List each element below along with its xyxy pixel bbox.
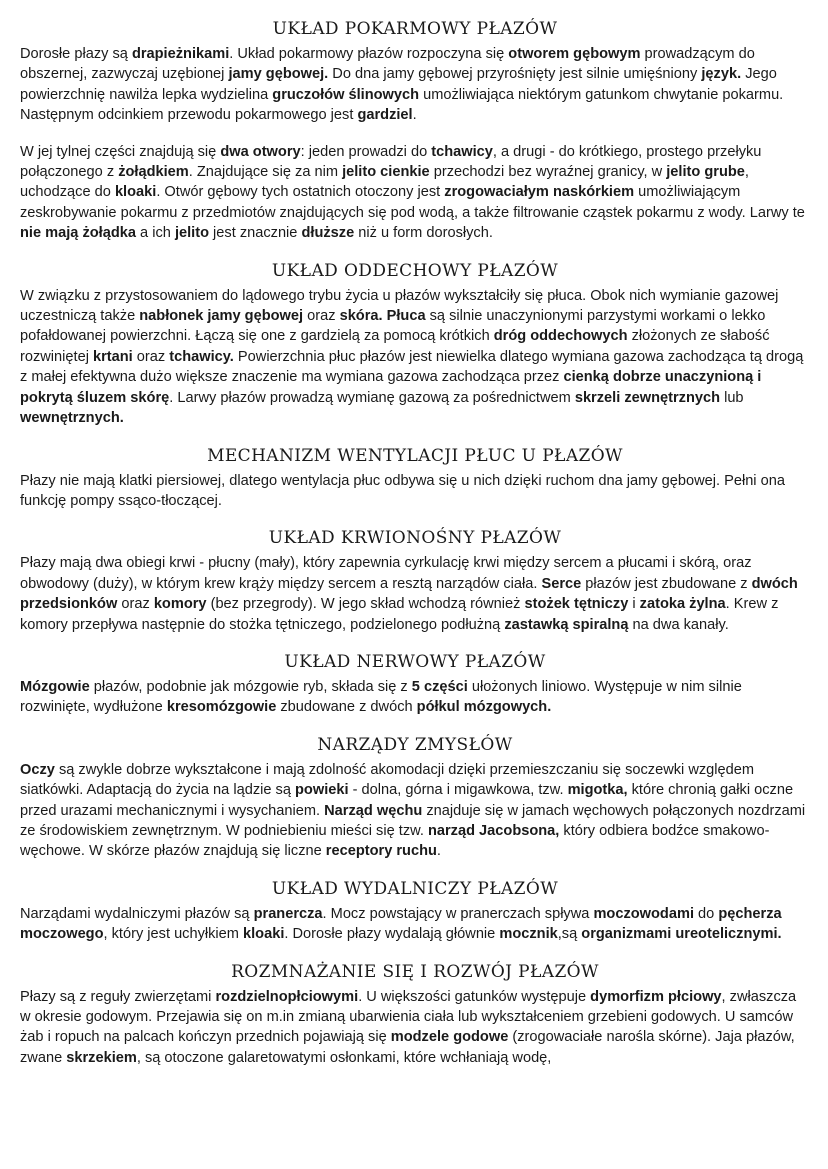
- bold-term: półkul mózgowych.: [416, 699, 552, 716]
- text-run: . Larwy płazów prowadzą wymianę gazową za pośrednictwem: [169, 389, 575, 406]
- paragraph: [20, 904, 810, 945]
- bold-term: dróg oddechowych: [493, 328, 628, 345]
- section-uklad-wydalniczy-plazow: [20, 878, 810, 945]
- text-run: W związku z przystosowaniem do lądowego trybu życia u płazów wykształciły się płuca. Obok nich wymianie gazowej uczestniczą także: [20, 287, 779, 325]
- text-run: . Krew z komory przepływa następnie do stożka tętniczego, podzielonego podłużną: [20, 596, 779, 633]
- bold-term: tchawicy: [431, 143, 493, 160]
- text-run: przechodzi bez wyraźnej granicy, w: [429, 164, 667, 181]
- text-run: a ich: [136, 225, 175, 242]
- section-heading: MECHANIZM WENTYLACJI PŁUC U PŁAZÓW: [207, 445, 623, 466]
- text-run: do: [694, 905, 719, 922]
- text-run: (bez przegrody). W jego skład wchodzą również: [206, 596, 525, 613]
- text-run: Dorosłe płazy są: [20, 46, 132, 62]
- bold-term: skóra.: [339, 308, 383, 325]
- section-heading: ROZMNAŻANIE SIĘ I ROZWÓJ PŁAZÓW: [231, 961, 599, 982]
- text-run: Płazy mają dwa obiegi krwi - płucny (mały), który zapewnia cyrkulację krwi między sercem a płucami i skórą, oraz obwodowy (duży), w którym krew krąży między sercem a resztą narządów ciała.: [20, 555, 752, 592]
- text-run: zbudowane z dwóch: [276, 699, 417, 716]
- text-run: i: [628, 596, 640, 613]
- section-uklad-pokarmowy-plazow: [20, 18, 810, 244]
- bold-term: otworem gębowym: [508, 46, 641, 62]
- bold-term: kresomózgowie: [166, 699, 277, 716]
- paragraph: [20, 553, 810, 635]
- paragraph: [20, 286, 810, 429]
- text-run: ułożonych liniowo. Występuje w nim silnie rozwinięte, wydłużone: [20, 678, 742, 716]
- bold-term: Serce: [541, 575, 582, 592]
- bold-term: zastawką spiralną: [504, 616, 629, 633]
- text-run: są zwykle dobrze wykształcone i mają zdolność akomodacji dzięki przemieszczaniu się soczewki względem siatkówki. Adaptacją do życia na lądzie są: [20, 761, 755, 799]
- bold-term: kloaki: [243, 926, 285, 943]
- text-run: . Mocz powstający w pranerczach spływa: [322, 905, 594, 922]
- bold-term: 5 części: [411, 678, 468, 695]
- section-heading: UKŁAD NERWOWY PŁAZÓW: [284, 651, 546, 672]
- text-run: niż u form dorosłych.: [354, 225, 493, 242]
- bold-term: migotka,: [567, 782, 628, 799]
- text-run: , uchodzące do: [20, 164, 749, 201]
- bold-term: jamy gębowej.: [228, 66, 329, 83]
- bold-term: tchawicy.: [169, 348, 234, 365]
- document-page: [20, 18, 810, 1084]
- text-run: jest znacznie: [209, 225, 302, 242]
- text-run: (zrogowaciałe narośla skórne). Jaja płazów, zwane: [20, 1029, 795, 1066]
- paragraph-gap: [20, 126, 810, 142]
- text-run: znajduje się w jamach węchowych połączonych nozdrzami ze środowiskiem zewnętrznym. W podniebieniu mieści się tzw.: [20, 802, 806, 839]
- bold-term: Narząd węchu: [324, 802, 423, 819]
- bold-term: drapieżnikami: [131, 46, 230, 62]
- bold-term: nie mają żołądka: [20, 225, 136, 242]
- bold-term: moczowodami: [593, 905, 694, 922]
- bold-term: Mózgowie: [20, 678, 90, 695]
- text-run: Jego powierzchnię nawilża lepka wydzielina: [20, 66, 777, 103]
- section-mechanizm-wentylacji-pluc-u-plazow: [20, 445, 810, 512]
- text-run: płazów jest zbudowane z: [581, 575, 752, 592]
- text-run: które chronią gałki oczne przed urazami mechanicznymi i wysychaniem.: [20, 782, 794, 819]
- bold-term: dwóch przedsionków: [20, 575, 798, 613]
- bold-term: pęcherza moczowego: [20, 905, 782, 943]
- bold-term: mocznik: [499, 926, 558, 943]
- section-uklad-nerwowy-plazow: [20, 651, 810, 718]
- bold-term: narząd Jacobsona,: [427, 822, 560, 839]
- text-run: , który jest uchyłkiem: [103, 926, 244, 943]
- bold-term: stożek tętniczy: [524, 596, 629, 613]
- text-run: . U większości gatunków występuje: [358, 988, 591, 1005]
- text-run: płazów, podobnie jak mózgowie ryb, składa się z: [89, 678, 412, 695]
- section-heading: UKŁAD ODDECHOWY PŁAZÓW: [271, 260, 559, 281]
- bold-term: modzele godowe: [390, 1029, 509, 1046]
- section-heading: UKŁAD WYDALNICZY PŁAZÓW: [271, 878, 559, 899]
- section-rozmnazanie-sie-i-rozwoj-plazow: [20, 961, 810, 1069]
- text-run: prowadzącym do obszernej, zazwyczaj uzębionej: [20, 46, 755, 83]
- paragraph: [20, 471, 810, 512]
- text-run: są silnie unaczynionymi parzystymi workami o lekko pofałdowanej powierzchni. Łączą się one z gardzielą za pomocą krótkich: [20, 308, 766, 345]
- bold-term: dłuższe: [301, 225, 355, 242]
- bold-term: powieki: [295, 782, 349, 799]
- text-run: złożonych ze słabość rozwiniętej: [20, 328, 770, 365]
- text-run: , a drugi - do krótkiego, prostego przełyku połączonego z: [20, 143, 762, 181]
- bold-term: Oczy: [20, 761, 55, 778]
- text-run: . Układ pokarmowy płazów rozpoczyna się: [229, 46, 509, 62]
- bold-term: skrzeli zewnętrznych: [574, 389, 721, 406]
- bold-term: gruczołów ślinowych: [272, 86, 420, 103]
- text-run: Do dna jamy gębowej przyrośnięty jest silnie umięśniony: [328, 66, 702, 83]
- text-run: oraz: [117, 596, 154, 613]
- paragraph: [20, 142, 810, 244]
- text-run: : jeden prowadzi do: [300, 143, 432, 160]
- text-run: który odbiera bodźce smakowo-węchowe. W skórze płazów znajdują się liczne: [20, 822, 770, 860]
- text-run: Płazy są z reguły zwierzętami: [20, 988, 216, 1005]
- bold-term: nabłonek jamy gębowej: [139, 308, 304, 325]
- text-run: ,są: [557, 926, 582, 943]
- section-uklad-krwionosny-plazow: [20, 527, 810, 635]
- bold-term: komory: [153, 596, 207, 613]
- bold-term: dymorfizm płciowy: [590, 988, 722, 1005]
- text-run: Narządami wydalniczymi płazów są: [20, 905, 254, 922]
- section-heading: UKŁAD POKARMOWY PŁAZÓW: [272, 19, 558, 39]
- bold-term: pranercza: [253, 905, 323, 922]
- section-heading: NARZĄDY ZMYSŁÓW: [317, 734, 513, 755]
- section-uklad-oddechowy-plazow: [20, 260, 810, 429]
- bold-term: organizmami ureotelicznymi.: [581, 926, 782, 943]
- bold-term: zatoka żylna: [639, 596, 726, 613]
- bold-term: skrzekiem: [66, 1049, 137, 1066]
- bold-term: gardziel: [357, 107, 413, 124]
- paragraph: [20, 987, 810, 1069]
- bold-term: rozdzielnopłciowymi: [215, 988, 359, 1005]
- text-run: lub: [720, 389, 744, 406]
- text-run: , zwłaszcza w okresie godowym. Przejawia się on m.in zmianą ubarwienia ciała lub wykształceniem grzebieni godowych. U samców żab i ropuch na palcach kończyn przednich pojawiają się: [20, 988, 797, 1046]
- bold-term: receptory ruchu: [325, 843, 437, 860]
- text-run: - dolna, górna i migawkowa, tzw.: [348, 782, 568, 799]
- bold-term: język.: [701, 66, 742, 83]
- bold-term: kloaki: [114, 184, 157, 201]
- paragraph: [20, 44, 810, 126]
- bold-term: wewnętrznych.: [20, 410, 124, 427]
- text-run: oraz: [303, 308, 340, 325]
- bold-term: cienką dobrze unaczynioną i pokrytą śluzem skórę: [20, 369, 762, 406]
- bold-term: zrogowaciałym naskórkiem: [444, 184, 635, 201]
- bold-term: jelito: [174, 225, 209, 242]
- text-run: na dwa kanały.: [628, 616, 729, 633]
- bold-term: dwa otwory: [220, 143, 301, 160]
- text-run: , są otoczone galaretowatymi osłonkami, które wchłaniają wodę,: [136, 1049, 552, 1066]
- text-run: . Znajdujące się za nim: [188, 164, 343, 181]
- bold-term: jelito grube: [666, 164, 745, 181]
- paragraph: [20, 677, 810, 718]
- section-heading: UKŁAD KRWIONOŚNY PŁAZÓW: [268, 528, 562, 549]
- text-run: .: [436, 843, 441, 860]
- text-run: . Dorosłe płazy wydalają głównie: [284, 926, 500, 943]
- bold-term: Płuca: [386, 308, 426, 325]
- paragraph: [20, 760, 810, 862]
- section-narzady-zmyslow: [20, 734, 810, 862]
- text-run: Płazy nie mają klatki piersiowej, dlatego wentylacja płuc odbywa się u nich dzięki ruchom dna jamy gębowej. Pełni ona funkcję pompy ssąco-tłoczącej.: [20, 472, 785, 509]
- bold-term: jelito cienkie: [342, 164, 430, 181]
- text-run: .: [412, 107, 417, 124]
- text-run: umożliwiającym zeskrobywanie pokarmu z przedmiotów znajdujących się pod wodą, a także filtrowanie cząstek pokarmu z wody. Larwy te: [20, 184, 805, 221]
- bold-term: żołądkiem: [118, 164, 189, 181]
- text-run: . Otwór gębowy tych ostatnich otoczony jest: [156, 184, 445, 201]
- text-run: W jej tylnej części znajdują się: [20, 143, 221, 160]
- bold-term: krtani: [93, 348, 133, 365]
- text-run: umożliwiająca niektórym gatunkom chwytanie pokarmu. Następnym odcinkiem przewodu pokarmowego jest: [20, 86, 784, 124]
- text-run: oraz: [132, 348, 170, 365]
- text-run: Powierzchnia płuc płazów jest niewielka dlatego wymiana gazowa zachodząca tą drogą z małej efektywna dużo większe znaczenie ma wymiana gazowa zachodząca przez: [20, 348, 804, 386]
